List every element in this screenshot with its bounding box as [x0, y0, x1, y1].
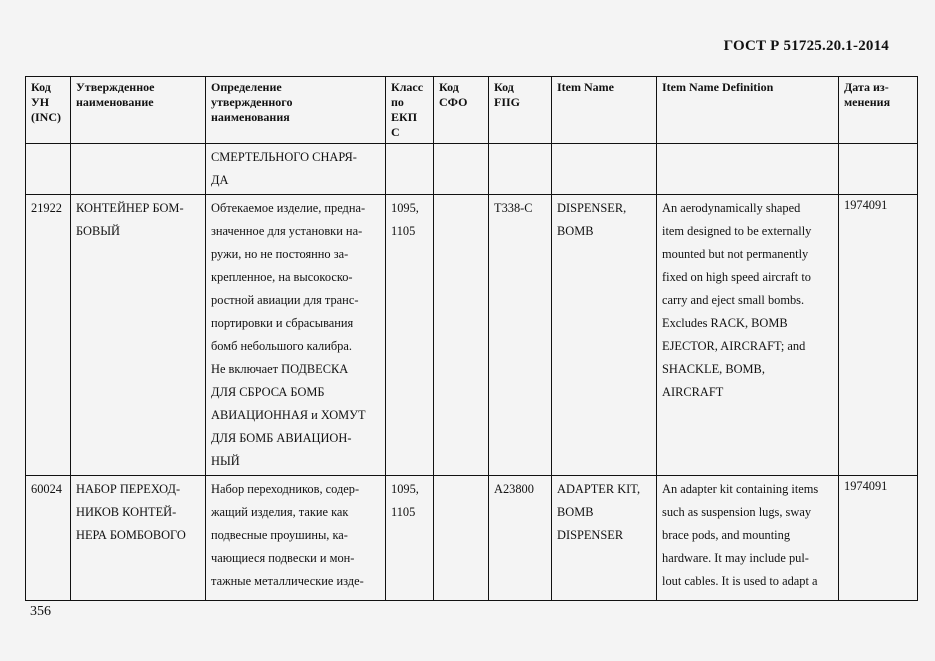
text-line: утвержденного: [211, 95, 293, 109]
document-standard-title: ГОСТ Р 51725.20.1-2014: [723, 38, 889, 54]
cell-class: [386, 195, 434, 476]
text-line: ДЛЯ СБРОСА БОМБ: [211, 385, 325, 399]
text-line: Набор переходников, содер-: [211, 482, 360, 496]
col-header-sfo: [434, 77, 489, 144]
text-line: по: [391, 95, 404, 109]
cell-item-definition: [657, 195, 839, 476]
text-line: SHACKLE, BOMB,: [662, 362, 765, 376]
cell-name: [71, 476, 206, 601]
cell-definition: [206, 144, 386, 195]
text-line: Код: [494, 80, 514, 94]
text-line: СФО: [439, 95, 468, 109]
text-line: крепленное, на высокоско-: [211, 270, 353, 284]
cell-fiig: T338-C: [489, 195, 552, 476]
text-line: жащий изделия, такие как: [211, 505, 349, 519]
table-header-row: [26, 77, 918, 144]
text-line: портировки и сбрасывания: [211, 316, 354, 330]
text-line: EJECTOR, AIRCRAFT; and: [662, 339, 806, 353]
text-line: наименование: [76, 95, 154, 109]
text-line: 1105: [391, 224, 416, 238]
page-number: 356: [30, 604, 51, 619]
col-header-approved-name: [71, 77, 206, 144]
text-line: УН: [31, 95, 50, 109]
col-header-class: [386, 77, 434, 144]
text-line: Не включает ПОДВЕСКА: [211, 362, 349, 376]
text-line: наименования: [211, 110, 290, 124]
table-row: [26, 195, 918, 476]
text-line: Обтекаемое изделие, предна-: [211, 201, 366, 215]
col-header-item-name: [552, 77, 657, 144]
text-line: тажные металлические изде-: [211, 574, 364, 588]
text-line: менения: [844, 95, 891, 109]
cell-definition: [206, 476, 386, 601]
text-line: ростной авиации для транс-: [211, 293, 359, 307]
text-line: AIRCRAFT: [662, 385, 724, 399]
text-line: Код: [31, 80, 51, 94]
text-line: An adapter kit containing items: [662, 482, 819, 496]
text-line: ружи, но не постоянно за-: [211, 247, 349, 261]
text-line: Определение: [211, 80, 282, 94]
cell-name: [71, 144, 206, 195]
text-line: such as suspension lugs, sway: [662, 505, 812, 519]
text-line: fixed on high speed aircraft to: [662, 270, 811, 284]
cell-date: 1974091: [839, 195, 918, 476]
cell-inc: [26, 144, 71, 195]
cell-class: [386, 476, 434, 601]
text-line: значенное для установки на-: [211, 224, 363, 238]
text-line: 1105: [391, 505, 416, 519]
text-line: Утвержденное: [76, 80, 155, 94]
cell-sfo: [434, 144, 489, 195]
text-line: DISPENSER: [557, 528, 624, 542]
cell-inc: 60024: [26, 476, 71, 601]
text-line: НЫЙ: [211, 454, 240, 468]
text-line: brace pods, and mounting: [662, 528, 791, 542]
text-line: ДА: [211, 173, 229, 187]
text-line: DISPENSER,: [557, 201, 627, 215]
cell-date: 1974091: [839, 476, 918, 601]
col-header-definition: [206, 77, 386, 144]
text-line: Item Name: [557, 80, 614, 94]
cell-date: [839, 144, 918, 195]
table-row-continuation: [26, 144, 918, 195]
text-line: С: [391, 125, 400, 139]
catalog-table: [25, 76, 918, 601]
cell-fiig: A23800: [489, 476, 552, 601]
text-line: НАБОР ПЕРЕХОД-: [76, 482, 181, 496]
text-line: Код: [439, 80, 459, 94]
text-line: carry and eject small bombs.: [662, 293, 805, 307]
text-line: Excludes RACK, BOMB: [662, 316, 788, 330]
text-line: СМЕРТЕЛЬНОГО СНАРЯ-: [211, 150, 357, 164]
text-line: mounted but not permanently: [662, 247, 809, 261]
cell-item-name: [552, 144, 657, 195]
text-line: ЕКП: [391, 110, 418, 124]
text-line: НИКОВ КОНТЕЙ-: [76, 505, 177, 519]
cell-sfo: [434, 476, 489, 601]
text-line: БОВЫЙ: [76, 224, 120, 238]
text-line: АВИАЦИОННАЯ и ХОМУТ: [211, 408, 366, 422]
cell-class: [386, 144, 434, 195]
text-line: lout cables. It is used to adapt a: [662, 574, 818, 588]
cell-item-definition: [657, 476, 839, 601]
cell-name: [71, 195, 206, 476]
text-line: BOMB: [557, 505, 594, 519]
text-line: ДЛЯ БОМБ АВИАЦИОН-: [211, 431, 352, 445]
text-line: КОНТЕЙНЕР БОМ-: [76, 201, 184, 215]
text-line: 1095,: [391, 482, 419, 496]
text-line: подвесные проушины, ка-: [211, 528, 348, 542]
cell-sfo: [434, 195, 489, 476]
text-line: Item Name Definition: [662, 80, 774, 94]
cell-item-name: [552, 476, 657, 601]
text-line: An aerodynamically shaped: [662, 201, 801, 215]
text-line: Класс: [391, 80, 424, 94]
table-row: [26, 476, 918, 601]
cell-item-name: [552, 195, 657, 476]
col-header-inc: [26, 77, 71, 144]
cell-definition: [206, 195, 386, 476]
text-line: бомб небольшого калибра.: [211, 339, 352, 353]
text-line: 1095,: [391, 201, 419, 215]
cell-item-definition: [657, 144, 839, 195]
cell-inc: 21922: [26, 195, 71, 476]
text-line: BOMB: [557, 224, 594, 238]
cell-fiig: [489, 144, 552, 195]
col-header-fiig: [489, 77, 552, 144]
text-line: (INC): [31, 110, 61, 124]
text-line: ADAPTER KIT,: [557, 482, 641, 496]
text-line: Дата из-: [844, 80, 889, 94]
text-line: НЕРА БОМБОВОГО: [76, 528, 186, 542]
text-line: item designed to be externally: [662, 224, 812, 238]
col-header-date: [839, 77, 918, 144]
text-line: hardware. It may include pul-: [662, 551, 809, 565]
text-line: чающиеся подвески и мон-: [211, 551, 355, 565]
text-line: FIIG: [494, 95, 521, 109]
col-header-item-definition: [657, 77, 839, 144]
